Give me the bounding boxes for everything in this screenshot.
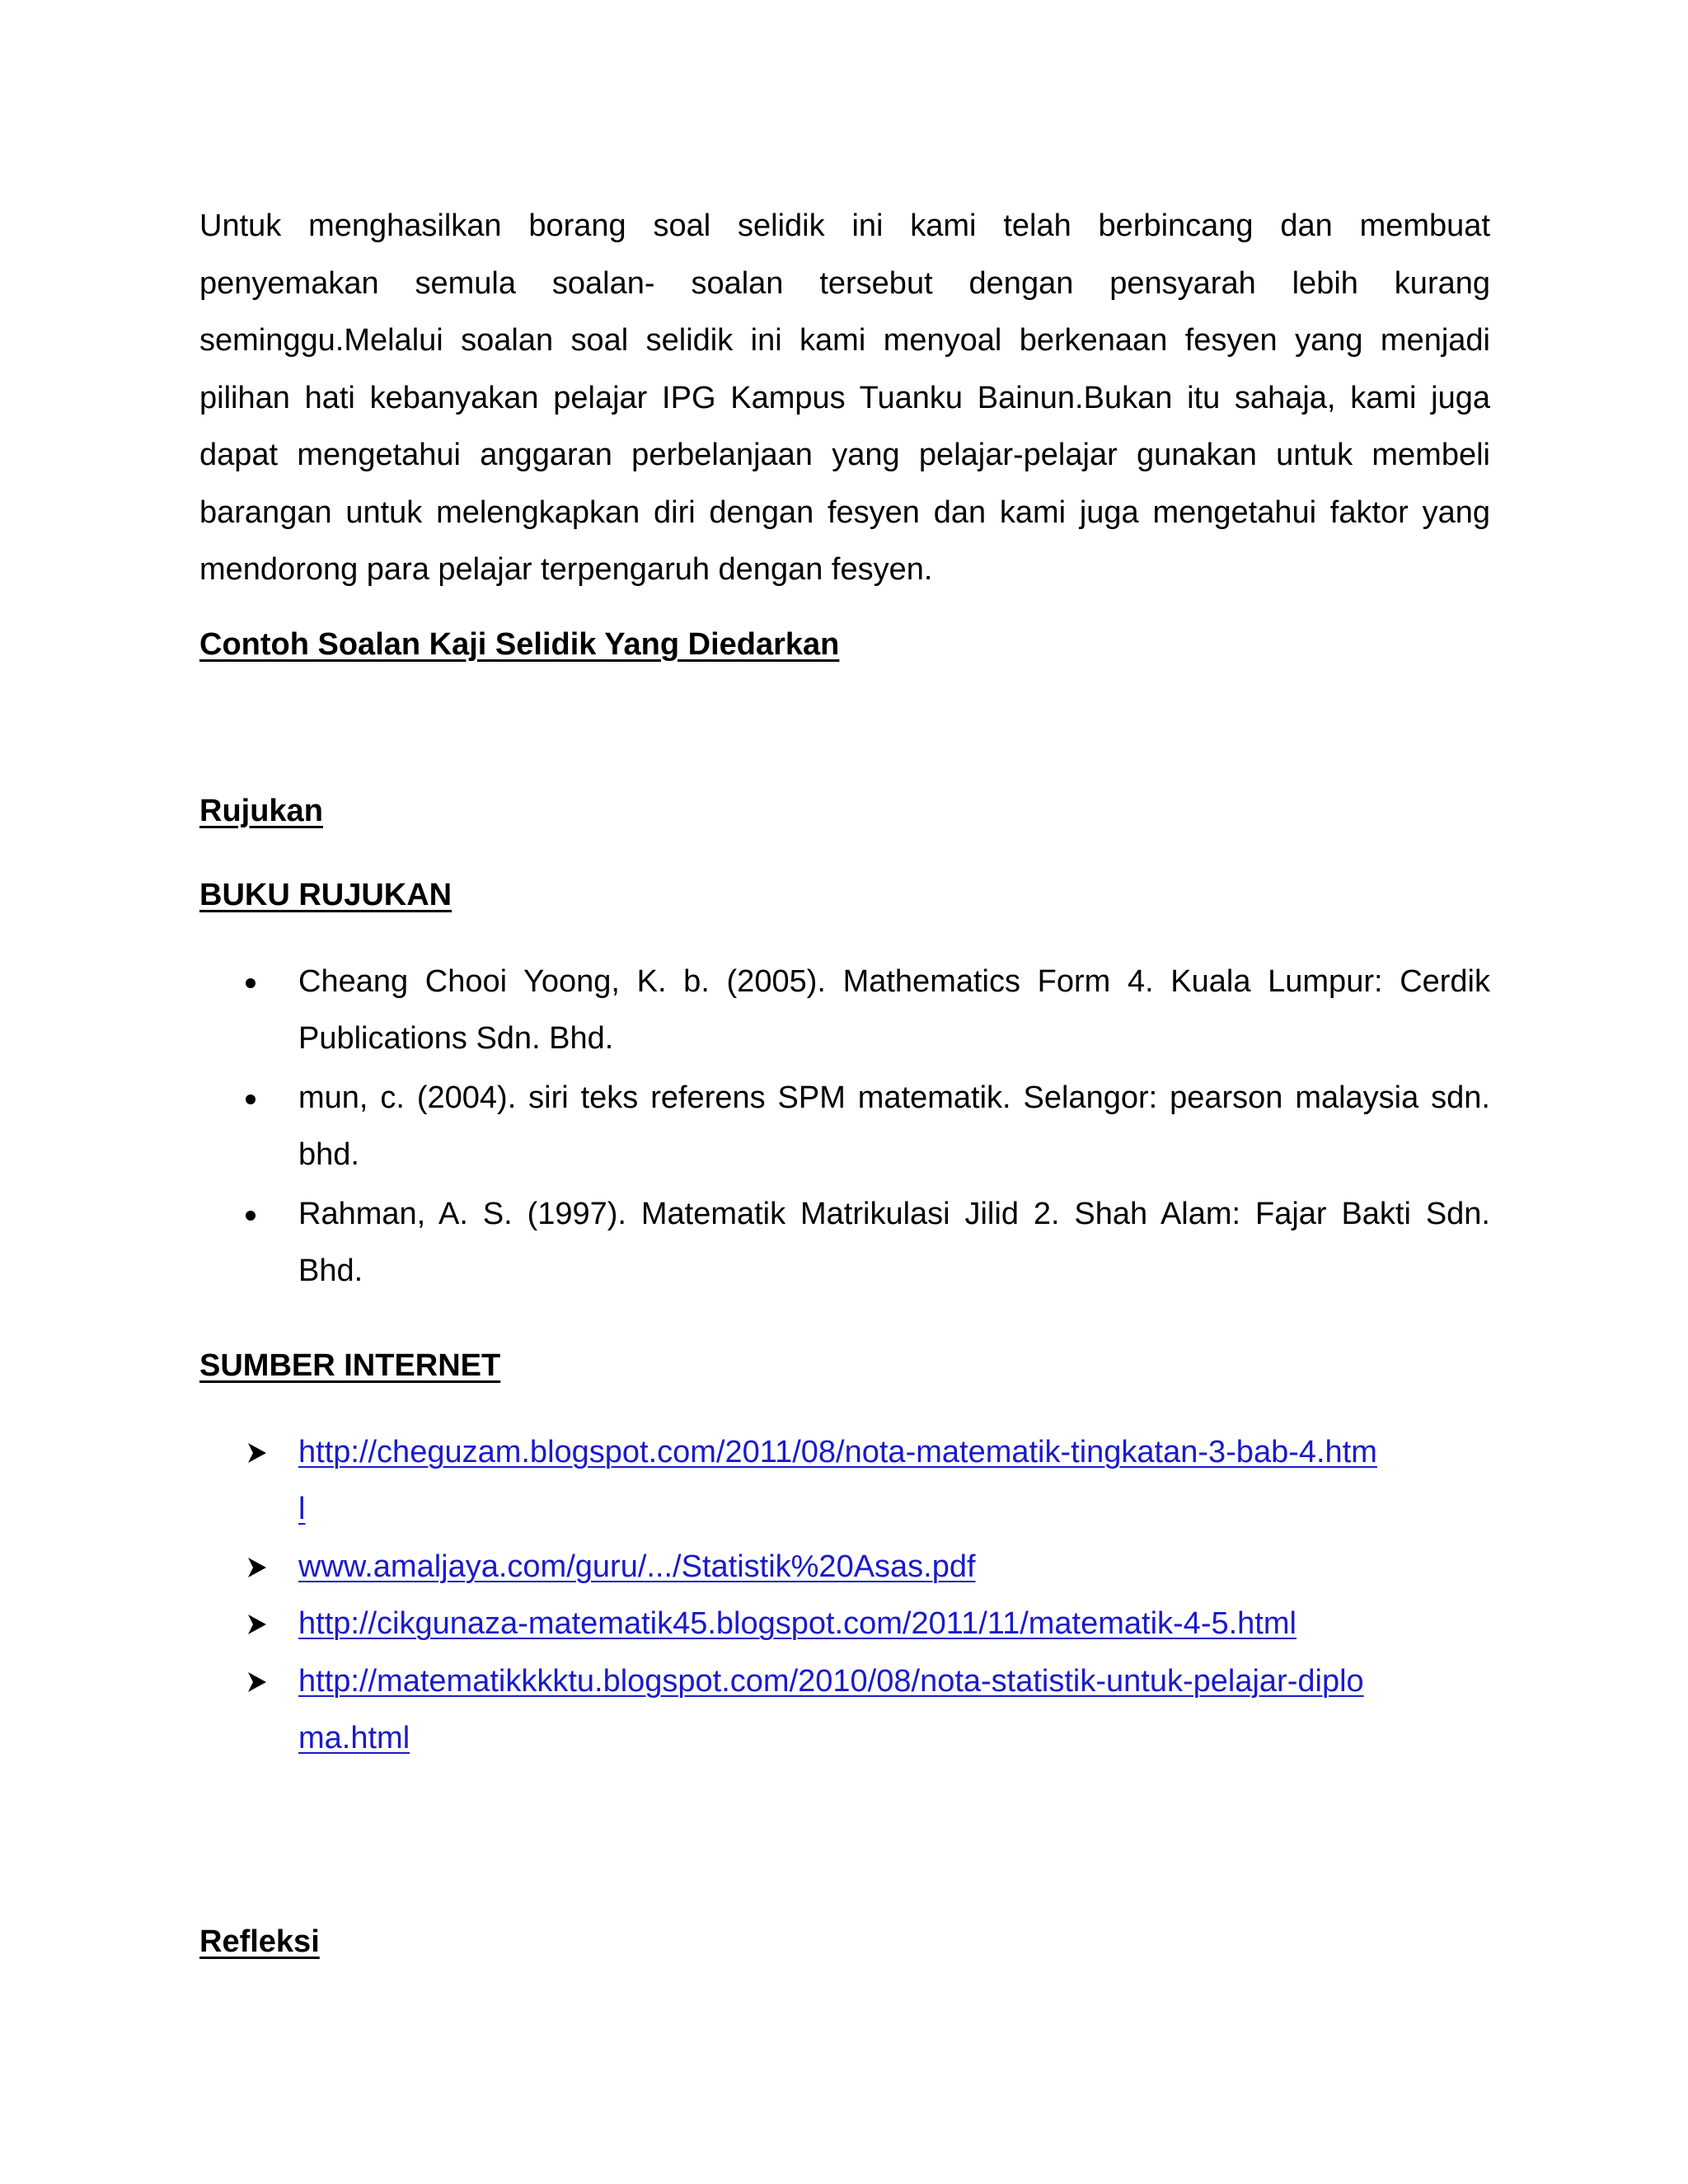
arrowhead-bullet-icon — [247, 1614, 267, 1635]
book-reference-text: mun, c. (2004). siri teks referens SPM matematik. Selangor: pearson malaysia sdn. bhd. — [298, 1080, 1490, 1172]
internet-source-link[interactable]: http://cikgunaza-matematik45.blogspot.com/2011/11/matematik-4-5.html — [298, 1606, 1296, 1641]
document-page — [199, 198, 1490, 1961]
bullet-dot-icon — [246, 1094, 256, 1104]
arrowhead-bullet-icon — [247, 1671, 267, 1693]
heading-buku-rujukan: BUKU RUJUKAN — [199, 877, 452, 912]
intro-paragraph: Untuk menghasilkan borang soal selidik ini kami telah berbincang dan membuat penyemakan semula soalan- soalan tersebut dengan pensyarah lebih kurang seminggu.Melalui soalan soal selidik ini kami menyoal berkenaan fesyen yang menjadi pilihan hati kebanyakan pelajar IPG Kampus Tuanku Bainun.Bukan itu sahaja, kami juga dapat mengetahui anggaran perbelanjaan yang pelajar-pelajar gunakan untuk membeli barangan untuk melengkapkan diri dengan fesyen dan kami juga mengetahui faktor yang mendorong para pelajar terpengaruh dengan fesyen. — [199, 209, 1490, 587]
internet-source-link[interactable]: http://cheguzam.blogspot.com/2011/08/nota-matematik-tingkatan-3-bab-4.html — [298, 1434, 1377, 1526]
internet-source-item — [199, 1539, 1490, 1596]
heading-sumber-internet: SUMBER INTERNET — [199, 1347, 501, 1383]
book-reference-item — [199, 1070, 1490, 1184]
internet-source-link[interactable]: www.amaljaya.com/guru/.../Statistik%20Asas.pdf — [298, 1549, 976, 1584]
internet-source-item — [199, 1424, 1490, 1539]
bullet-dot-icon — [246, 978, 256, 988]
book-reference-text: Rahman, A. S. (1997). Matematik Matrikulasi Jilid 2. Shah Alam: Fajar Bakti Sdn. Bhd. — [298, 1196, 1490, 1288]
book-reference-item — [199, 1186, 1490, 1301]
heading-refleksi: Refleksi — [199, 1924, 320, 1959]
book-reference-text: Cheang Chooi Yoong, K. b. (2005). Mathematics Form 4. Kuala Lumpur: Cerdik Publications Sdn. Bhd. — [298, 963, 1490, 1056]
heading-contoh-soalan: Contoh Soalan Kaji Selidik Yang Diedarkan — [199, 626, 840, 662]
internet-source-list — [199, 1424, 1490, 1768]
arrowhead-bullet-icon — [247, 1557, 267, 1578]
book-reference-item — [199, 954, 1490, 1068]
book-reference-list — [199, 954, 1490, 1301]
heading-rujukan: Rujukan — [199, 793, 323, 828]
arrowhead-bullet-icon — [247, 1442, 267, 1464]
internet-source-item — [199, 1596, 1490, 1653]
internet-source-link[interactable]: http://matematikkkktu.blogspot.com/2010/08/nota-statistik-untuk-pelajar-diploma.html — [298, 1663, 1364, 1755]
internet-source-item — [199, 1653, 1490, 1768]
bullet-dot-icon — [246, 1211, 256, 1221]
